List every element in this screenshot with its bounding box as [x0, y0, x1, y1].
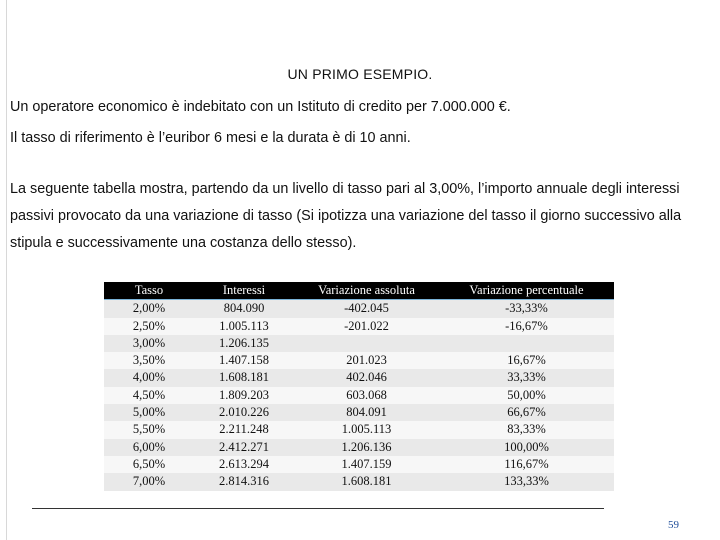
cell-variazione-percentuale: 133,33%	[504, 474, 549, 489]
cell-tasso: 7,00%	[132, 474, 166, 489]
cell-interessi: 1.608.181	[219, 370, 269, 385]
cell-variazione-assoluta: 1.005.113	[341, 422, 392, 437]
cell-variazione-assoluta: 804.091	[346, 405, 387, 420]
table-row	[104, 369, 614, 386]
cell-variazione-assoluta: 402.046	[346, 370, 387, 385]
cell-variazione-assoluta	[294, 335, 439, 352]
cell-tasso: 6,50%	[132, 456, 166, 471]
header-variazione-assoluta: Variazione assoluta	[318, 283, 415, 297]
cell-interessi: 1.809.203	[219, 387, 269, 402]
cell-variazione-assoluta: -201.022	[344, 318, 389, 333]
cell-tasso: 5,00%	[132, 405, 166, 420]
table-row	[104, 318, 614, 335]
paragraph-debt: Un operatore economico è indebitato con un Istituto di credito per 7.000.000 €.	[10, 99, 511, 115]
header-interessi: Interessi	[222, 283, 266, 297]
paragraph-table-description: La seguente tabella mostra, partendo da un livello di tasso pari al 3,00%, l’importo annuale degli interessi passivi provocato da una variazione di tasso (Si ipotizza una variazione del tasso il giorno successivo alla stipula e successivamente una costanza dello stesso).	[10, 181, 682, 251]
header-tasso: Tasso	[134, 283, 164, 297]
cell-interessi: 2.412.271	[219, 439, 269, 454]
cell-interessi: 1.407.158	[219, 353, 269, 368]
cell-variazione-percentuale: 66,67%	[507, 405, 546, 420]
cell-variazione-percentuale: 50,00%	[507, 387, 546, 402]
cell-interessi: 1.005.113	[219, 318, 269, 333]
table-header-row	[104, 282, 614, 300]
cell-tasso: 5,50%	[132, 422, 166, 437]
cell-variazione-percentuale: 83,33%	[507, 422, 546, 437]
table-row	[104, 456, 614, 473]
table-row	[104, 352, 614, 369]
cell-variazione-assoluta: 1.407.159	[341, 456, 392, 471]
cell-interessi: 2.211.248	[219, 422, 269, 437]
cell-variazione-percentuale: -33,33%	[505, 301, 548, 316]
footer-divider	[32, 508, 604, 509]
cell-interessi: 804.090	[223, 301, 265, 316]
cell-tasso: 3,50%	[132, 353, 166, 368]
cell-variazione-assoluta: 603.068	[346, 387, 387, 402]
cell-tasso: 2,50%	[132, 318, 166, 333]
cell-tasso: 6,00%	[132, 439, 166, 454]
page-number: 59	[668, 519, 679, 531]
header-variazione-percentuale: Variazione percentuale	[469, 283, 584, 297]
table-row	[104, 404, 614, 421]
table-row	[104, 439, 614, 456]
cell-variazione-percentuale: -16,67%	[505, 318, 548, 333]
cell-tasso: 4,50%	[132, 387, 166, 402]
cell-variazione-percentuale: 116,67%	[504, 456, 549, 471]
slide-title: UN PRIMO ESEMPIO.	[287, 66, 433, 82]
cell-variazione-assoluta: 1.608.181	[341, 474, 392, 489]
interest-table	[104, 282, 614, 491]
paragraph-rate: Il tasso di riferimento è l’euribor 6 mesi e la durata è di 10 anni.	[10, 130, 411, 146]
cell-interessi: 2.814.316	[219, 474, 269, 489]
cell-tasso: 3,00%	[132, 335, 166, 350]
cell-variazione-assoluta: 201.023	[346, 353, 387, 368]
table-row	[104, 300, 614, 317]
cell-interessi: 2.010.226	[219, 405, 269, 420]
cell-tasso: 2,00%	[132, 301, 166, 316]
cell-variazione-percentuale: 100,00%	[504, 439, 549, 454]
cell-tasso: 4,00%	[132, 370, 166, 385]
cell-variazione-assoluta: -402.045	[344, 301, 389, 316]
cell-variazione-percentuale: 33,33%	[507, 370, 546, 385]
table-row	[104, 335, 614, 352]
cell-interessi: 1.206.135	[219, 335, 269, 350]
table-row	[104, 387, 614, 404]
cell-variazione-percentuale: 16,67%	[507, 353, 546, 368]
cell-interessi: 2.613.294	[219, 456, 269, 471]
table-row	[104, 473, 614, 490]
cell-variazione-percentuale	[439, 335, 614, 352]
table-row	[104, 421, 614, 438]
cell-variazione-assoluta: 1.206.136	[341, 439, 392, 454]
